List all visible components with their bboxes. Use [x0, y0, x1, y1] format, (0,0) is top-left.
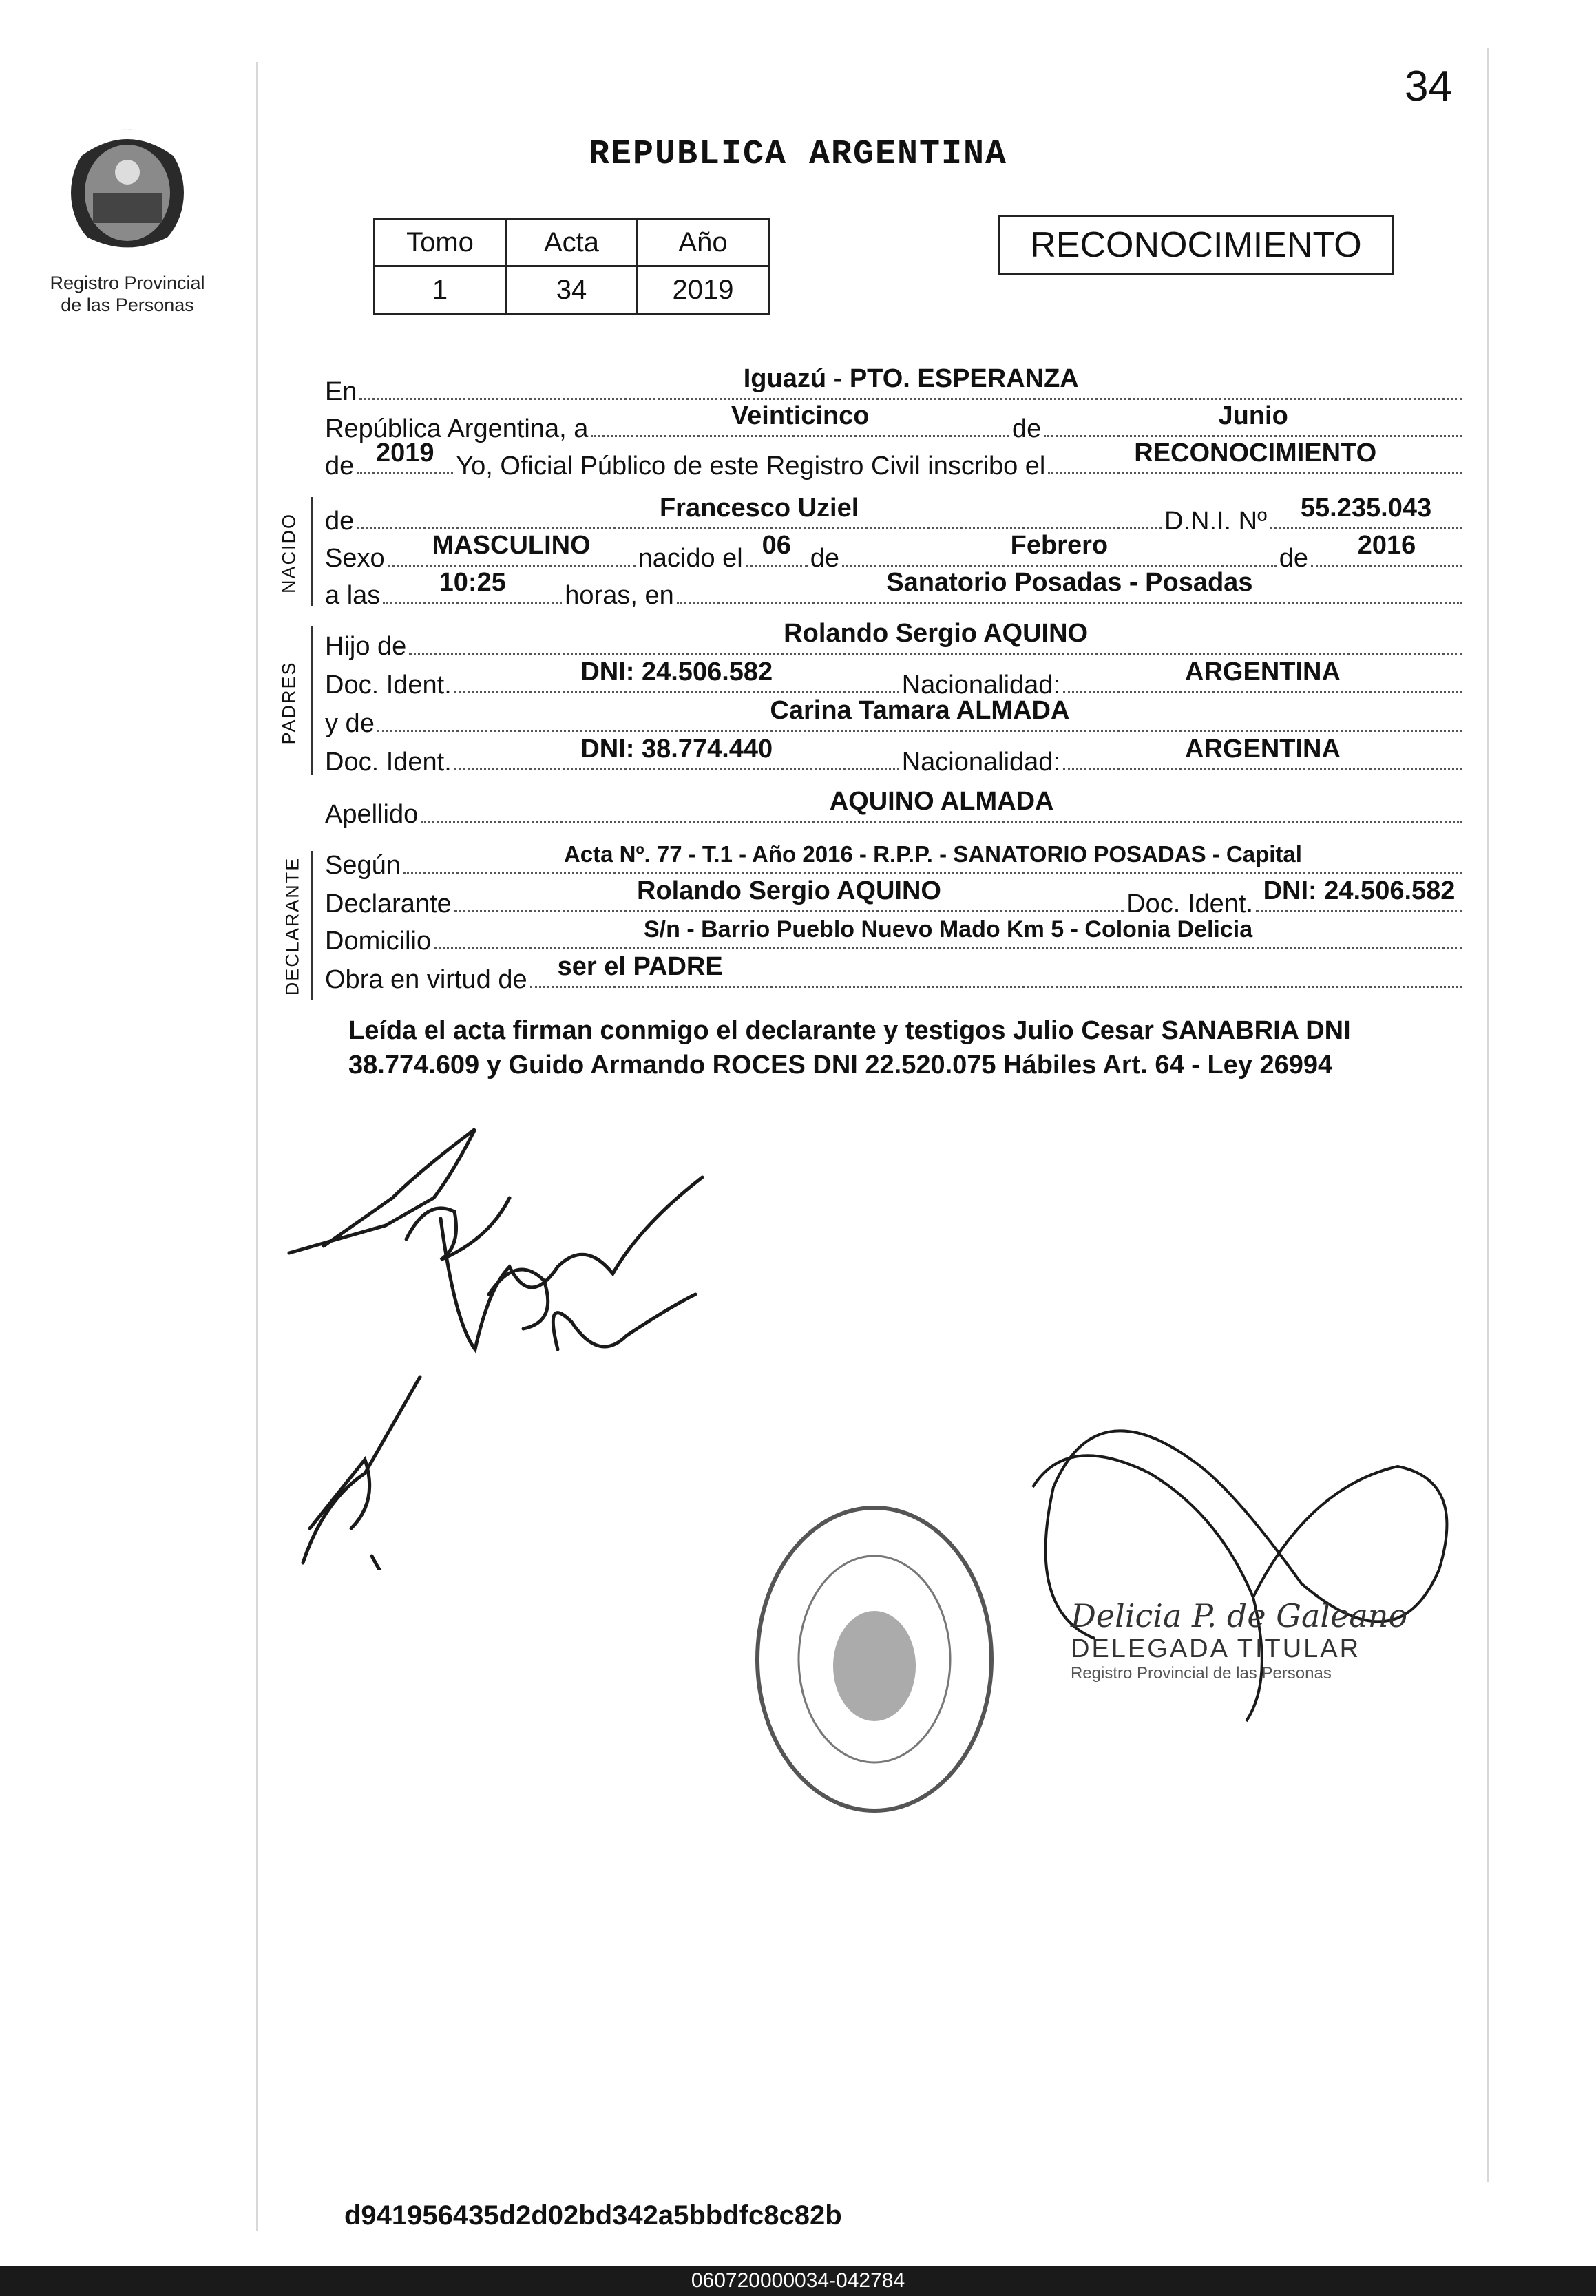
- value-apellido: AQUINO ALMADA: [829, 787, 1054, 816]
- label-father-doc: Doc. Ident.: [325, 671, 452, 699]
- row-apellido: [325, 787, 1465, 830]
- document-title: REPUBLICA ARGENTINA: [588, 135, 1008, 174]
- value-inscription: RECONOCIMIENTO: [1134, 439, 1377, 467]
- label-nacido-el: nacido el: [638, 544, 743, 573]
- margin-line-right: [1487, 48, 1489, 2182]
- value-birth-month: Febrero: [1010, 531, 1109, 560]
- seal-caption-1: Registro Provincial: [50, 273, 205, 293]
- official-name: Delicia P. de Galeano: [1071, 1597, 1408, 1634]
- footer-code: 060720000034-042784: [0, 2266, 1596, 2296]
- label-mother-nat: Nacionalidad:: [901, 748, 1060, 777]
- row-time-place: [325, 568, 1465, 611]
- register-table: [373, 218, 770, 315]
- register-value-tomo: 1: [375, 266, 506, 314]
- record-type-box: RECONOCIMIENTO: [998, 215, 1394, 275]
- bracket-padres: [311, 626, 313, 775]
- document-hash: d941956435d2d02bd342a5bbdfc8c82b: [344, 2200, 842, 2231]
- label-en: En: [325, 377, 357, 406]
- value-obra: ser el PADRE: [557, 952, 723, 981]
- label-segun: Según: [325, 851, 401, 880]
- label-father-nat: Nacionalidad:: [901, 671, 1060, 699]
- label-de1: de: [810, 544, 840, 573]
- label-nacido-de: de: [325, 507, 355, 536]
- page-number: 34: [1405, 63, 1452, 110]
- value-birth-year: 2016: [1357, 531, 1416, 560]
- value-place: Iguazú - PTO. ESPERANZA: [743, 364, 1079, 393]
- label-republica: República Argentina, a: [325, 414, 589, 443]
- value-time: 10:25: [439, 568, 506, 597]
- row-year: [325, 439, 1465, 481]
- delegation-stamp: [750, 1501, 998, 1818]
- value-month: Junio: [1218, 401, 1288, 430]
- value-mother: Carina Tamara ALMADA: [770, 696, 1070, 725]
- row-declarante: [325, 876, 1465, 919]
- label-year-de: de: [325, 452, 355, 481]
- value-decl-doc: DNI: 24.506.582: [1263, 876, 1456, 905]
- value-declarante: Rolando Sergio AQUINO: [637, 876, 941, 905]
- label-alas: a las: [325, 581, 381, 610]
- value-father: Rolando Sergio AQUINO: [784, 619, 1089, 648]
- value-mother-nat: ARGENTINA: [1185, 735, 1341, 763]
- official-title: DELEGADA TITULAR: [1071, 1634, 1361, 1663]
- label-mother-doc: Doc. Ident.: [325, 748, 452, 777]
- bracket-declarante: [311, 851, 313, 1000]
- side-label-nacido: NACIDO: [278, 513, 300, 594]
- side-label-padres: PADRES: [278, 661, 300, 745]
- label-apellido: Apellido: [325, 800, 419, 829]
- row-obra: [325, 952, 1465, 995]
- side-label-declarante: DECLARANTE: [282, 856, 303, 996]
- label-officer: Yo, Oficial Público de este Registro Civil inscribo el: [456, 452, 1046, 481]
- seal-caption-2: de las Personas: [61, 295, 194, 315]
- official-signature-block: [1071, 1597, 1407, 1683]
- label-declarante: Declarante: [325, 889, 452, 918]
- value-sexo: MASCULINO: [432, 531, 591, 560]
- register-value-anio: 2019: [638, 266, 769, 314]
- label-horas: horas, en: [565, 581, 674, 610]
- value-birth-place: Sanatorio Posadas - Posadas: [886, 568, 1253, 597]
- label-obra: Obra en virtud de: [325, 965, 527, 994]
- value-domicilio: S/n - Barrio Pueblo Nuevo Mado Km 5 - Colonia Delicia: [644, 916, 1253, 942]
- value-father-doc: DNI: 24.506.582: [580, 657, 773, 686]
- register-header-tomo: Tomo: [375, 219, 506, 266]
- bracket-nacido: [311, 497, 313, 606]
- label-dni: D.N.I. Nº: [1164, 507, 1267, 536]
- register-header-acta: Acta: [506, 219, 638, 266]
- label-y-de: y de: [325, 709, 375, 738]
- margin-line-left: [256, 62, 258, 2231]
- label-domicilio: Domicilio: [325, 927, 432, 956]
- value-child-dni: 55.235.043: [1300, 494, 1432, 523]
- label-hijo-de: Hijo de: [325, 632, 407, 661]
- value-segun: Acta Nº. 77 - T.1 - Año 2016 - R.P.P. - SANATORIO POSADAS - Capital: [563, 841, 1302, 867]
- value-year: 2019: [376, 439, 434, 467]
- label-sexo: Sexo: [325, 544, 385, 573]
- value-father-nat: ARGENTINA: [1185, 657, 1341, 686]
- value-day: Veinticinco: [731, 401, 870, 430]
- value-mother-doc: DNI: 38.774.440: [580, 735, 773, 763]
- closing-statement: Leída el acta firman conmigo el declarante y testigos Julio Cesar SANABRIA DNI 38.774.609 y Guido Armando ROCES DNI 22.520.075 Hábiles Art. 64 - Ley 26994: [348, 1016, 1351, 1079]
- label-de: de: [1012, 414, 1042, 443]
- row-mother-doc: [325, 735, 1465, 777]
- register-value-acta: 34: [506, 266, 638, 314]
- label-decl-doc: Doc. Ident.: [1126, 889, 1253, 918]
- register-header-anio: Año: [638, 219, 769, 266]
- value-child-name: Francesco Uziel: [659, 494, 859, 523]
- value-birth-day: 06: [762, 531, 791, 560]
- official-org: Registro Provincial de las Personas: [1071, 1664, 1332, 1683]
- handwritten-signatures: [282, 1115, 806, 1570]
- label-de2: de: [1279, 544, 1308, 573]
